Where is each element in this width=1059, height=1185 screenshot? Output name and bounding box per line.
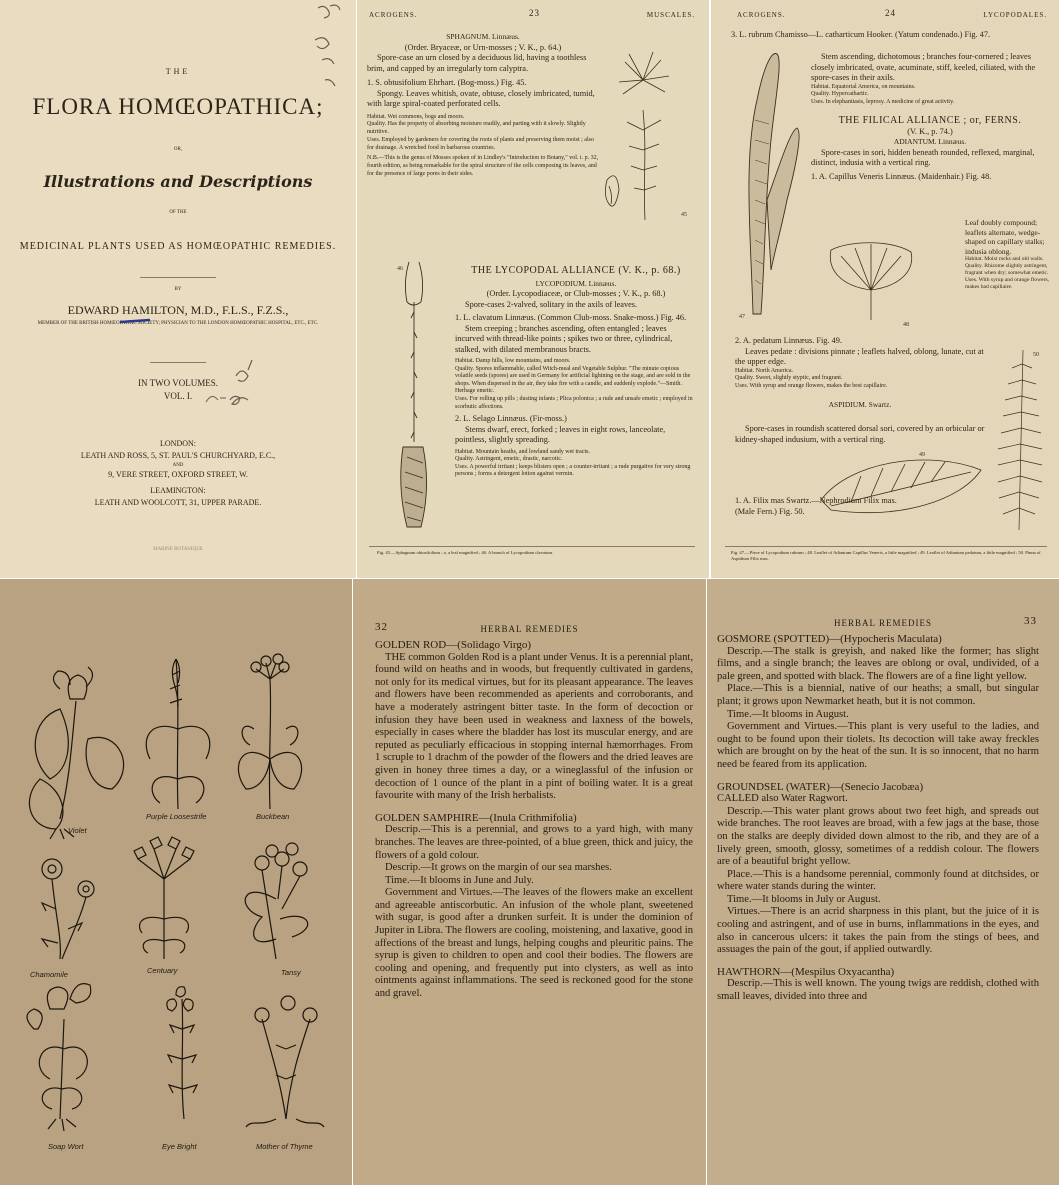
plant-label: Violet	[68, 826, 87, 835]
page-number: 33	[1024, 615, 1037, 627]
footer-rule	[725, 546, 1047, 547]
habitat-note: Habitat. Damp hills, low mountains, and moors.	[455, 358, 571, 364]
entry-time: Time.—It blooms in August.	[727, 708, 849, 720]
uses-note: Uses. For rolling up pills ; dusting infants ; Plica polonica ; a rude and unsafe emetic ; employed in scorbutic affections.	[455, 395, 693, 410]
library-stamp: MARINE BOTANIQUE	[153, 547, 203, 552]
species-heading: 1. A. Filix mas Swartz.—Nephrodium Filix mas. (Male Fern.) Fig. 50.	[735, 496, 897, 516]
entry-alias: CALLED also Water Ragwort.	[717, 793, 848, 805]
plant-drawings	[0, 579, 352, 1185]
quality-note: Quality. Astringent, emetic, drastic, narcotic.	[455, 456, 563, 463]
buckbean-drawing	[238, 654, 301, 809]
figure-caption: Fig. 47.—Piece of Lycopodium rubrum ; 48. Leaflet of Adiantum Capillus Veneris, a little magnified ; 49. Leaflet of Adiantum pedatum, a little magnified ; 50. Pinna of Aspidium Filix mas.	[731, 550, 1041, 561]
soap-wort-drawing	[27, 984, 91, 1131]
uses-note: Uses. With syrup and orange flowers, makes the best capillaire.	[735, 382, 888, 389]
entry-time: Time.—It blooms in July or August.	[727, 893, 881, 905]
species-description: Stem ascending, dichotomous ; branches four-cornered ; leaves closely imbricated, ovate, acuminate, stiff, keeled, ciliated, with the spore-cases in their axils.	[811, 52, 1036, 82]
male-fern-illustration	[989, 340, 1055, 540]
running-head-right: LYCOPODALES.	[983, 11, 1047, 19]
plant-label: Soap Wort	[48, 1142, 84, 1151]
entry-heading: GOLDEN ROD—(Solidago Virgo)	[375, 639, 531, 651]
species-heading: 1. L. clavatum Linnæus. (Common Club-moss. Snake-moss.) Fig. 46.	[455, 313, 687, 322]
spore-description: Spore-cases 2-valved, solitary in the axils of leaves.	[465, 299, 638, 309]
entry-heading: HAWTHORN—(Mespilus Oxyacantha)	[717, 965, 895, 978]
habitat-note: Habitat. Mountain heaths, and lowland sandy wet tracts.	[455, 448, 590, 455]
handwritten-marks	[0, 0, 356, 578]
uses-note: Uses. A powerful irritant ; keeps blisters open ; a counter-irritant ; a rude purgative for very strong persons ; forms a detergent lotion against vermin.	[455, 463, 691, 478]
title-by: BY	[174, 287, 182, 292]
title-of-the: OF THE	[169, 210, 187, 215]
lycopodium-illustration	[387, 252, 449, 542]
maidenhair-description	[965, 218, 1051, 291]
title-or: OR,	[173, 147, 183, 152]
spore-description: Spore-cases in sori, hidden beneath rounded, reflexed, marginal, distinct, indusia with a vertical ring.	[811, 147, 1035, 168]
book-page-24	[711, 0, 1059, 578]
entry-heading: GROUNDSEL (WATER)—(Senecio Jacobæa)	[717, 780, 924, 793]
eye-bright-drawing	[167, 987, 197, 1119]
genus-title: ADIANTUM. Linnæus.	[893, 137, 967, 147]
species-description: Leaf doubly compound; leaflets alternate, wedge-shaped on capillary stalks; indusia oblong.	[965, 218, 1045, 256]
title-the: THE	[165, 67, 191, 76]
species-description: Stems dwarf, erect, forked ; leaves in eight rows, lanceolate, pointless, slightly spreading.	[455, 424, 666, 445]
sphagnum-illustration	[597, 30, 697, 230]
entry-virtues: Government and Virtues.—The leaves of the flowers make an excellent and agreeable antiscorbutic. An infusion of the whole plant, sweetened with sugar, is good after a drunken surfeit. It is under the dominion of Jupiter in Libra. The flowers are cooling, moistening, and laxative, good in affections of the breast and lungs, helping coughs and pleuritic pains. The syrup is given to children to open and cool their bodies. The flowers are cooling and opening, and frequently put into clysters, as well as into ointments against inflammations. The seed is reckoned good for the stone and gravel.	[375, 887, 693, 1000]
book-subject: MEDICINAL PLANTS USED AS HOMŒOPATHIC REMEDIES.	[19, 241, 337, 252]
volumes-text: IN TWO VOLUMES.	[138, 378, 218, 388]
page-number: 24	[885, 8, 896, 18]
fig-number: 50	[1033, 352, 1039, 358]
alliance-heading: THE LYCOPODAL ALLIANCE (V. K., p. 68.)	[471, 265, 681, 276]
leamington-label: LEAMINGTON:	[150, 486, 206, 495]
entry-description: Descrip.—The stalk is greyish, and naked like the former; has slight films, and a single branch; the leaves are oblong or oval, undivided, of a pale green, and spotted with black. The flowers are of a fine light yellow.	[717, 645, 1039, 682]
genus-title: ASPIDIUM. Swartz.	[828, 400, 892, 410]
quality-note: Quality. Sweet, slightly styptic, and fragrant.	[735, 375, 843, 382]
quality-note: Quality. Spores inflammable, called Witch-meal and Vegetable Sulphur. "The minute copious volatile seeds (spores) are used in Germany for artificial lightning on the stage, and are sold in the shops. When dispersed in the air, they take fire with a candle, and suddenly explode."—Smith. Herbage emetic.	[455, 365, 691, 395]
quality-note: Quality. Rhizome slightly astringent, fragrant when dry; somewhat emetic.	[965, 263, 1049, 276]
uses-note: Uses. Employed by gardeners for covering the roots of plants and preserving them moist ; also for drainage. A wretched food in barbarous countries.	[367, 136, 594, 151]
order-line: (Order. Lycopodiaceæ, or Club-mosses ; V. K., p. 68.)	[486, 289, 666, 298]
habitat-note: Habitat. Equatorial America, on mountains.	[811, 83, 916, 90]
running-head-right: MUSCALES.	[646, 11, 695, 19]
species-heading: 3. L. rubrum Chamisso—L. catharticum Hooker. (Yatum condenado.) Fig. 47.	[731, 30, 991, 39]
entry-place: Place.—This is a handsome perennial, commonly found at ditchsides, or where water stands during the winter.	[717, 868, 1039, 893]
running-head-left: ACROGENS.	[369, 11, 418, 19]
species-description: Spongy. Leaves whitish, ovate, obtuse, closely imbricated, tumid, with large spiral-coated perforated cells.	[367, 88, 595, 108]
page-number: 23	[529, 8, 540, 18]
entry-virtues: Virtues.—There is an acrid sharpness in this plant, but the juice of it is cooling and astringent, and of use in burns, inflammations in the eyes, and also in cancerous ulcers: it takes the pain from the stings of bees, and assuages the pain of the gout, if applied outwardly.	[717, 906, 1039, 956]
habitat-note: Habitat. Moist rocks and old walls.	[965, 256, 1044, 262]
plant-label: Centuary	[147, 966, 178, 975]
lycopodium-rubrum-illustration	[731, 40, 811, 320]
centuary-drawing	[134, 837, 194, 959]
running-head: HERBAL REMEDIES	[480, 624, 579, 634]
uses-note: Uses. In elephantiasis, leprosy. A medicine of great activity.	[811, 98, 955, 105]
purple-loosestrife-drawing	[146, 659, 210, 809]
herbal-page-33	[707, 579, 1059, 1185]
title-page	[0, 0, 356, 578]
page-33-body	[717, 633, 1039, 1004]
fig-number: 48	[903, 322, 909, 328]
species-heading: 2. L. Selago Linnæus. (Fir-moss.)	[455, 414, 567, 424]
fig-number: 45	[681, 212, 687, 218]
quality-note: Quality. Hypercathartic.	[811, 91, 869, 98]
page-number: 32	[375, 621, 388, 633]
herbal-page-32	[353, 579, 706, 1185]
sphagnum-section	[367, 32, 599, 179]
violet-drawing	[29, 667, 123, 839]
publisher-line-3: LEATH AND WOOLCOTT, 31, UPPER PARADE.	[94, 498, 262, 507]
entry-virtues: Government and Virtues.—This plant is very useful to the ladies, and ought to be found upon their tiolets. Its decoction will take away freckles which are brought on by the heat of the sun. It is so innocent, that no harm need be feared from its application.	[717, 721, 1039, 770]
fig-number: 46	[397, 266, 403, 272]
entry-description: Descrip.—This is a perennial, and grows to a yard high, with many branches. The leaves are three-pointed, of a blue green, thick and juicy, the flowers of a gold colour.	[375, 824, 693, 861]
author-membership: MEMBER OF THE BRITISH HOMŒOPATHIC SOCIETY; PHYSICIAN TO THE LONDON HOMŒOPATHIC HOSPITAL, ETC., ETC.	[37, 321, 319, 326]
maidenhair-illustration	[821, 230, 921, 330]
footer-rule	[369, 546, 695, 547]
running-head-left: ACROGENS.	[737, 11, 786, 19]
author-name: EDWARD HAMILTON, M.D., F.L.S., F.Z.S.,	[67, 303, 289, 317]
plant-label: Chamomile	[30, 970, 68, 979]
entry-description: Descrip.—This water plant grows about two feet high, and spreads out wide branches. The root leaves are broad, with a few jags at the base, those on the stalks are deeply divided down almost to the rib, and they are of a lively green, smooth, glossy, sometimes of a reddish colour. The flowers are of a beautiful bright yellow.	[717, 805, 1039, 868]
habitat-note: Habitat. North America.	[735, 367, 793, 374]
entry-heading: GOLDEN SAMPHIRE—(Inula Crithmifolia)	[375, 811, 577, 824]
page-32-body	[375, 639, 693, 1001]
genus-title: SPHAGNUM. Linnæus.	[446, 32, 520, 41]
publisher-line-2: 9, VERE STREET, OXFORD STREET, W.	[108, 470, 248, 479]
lycopodal-section	[455, 266, 697, 479]
species-heading: 1. S. obtusifolium Ehrhart. (Bog-moss.) Fig. 45.	[367, 78, 527, 87]
plant-label: Tansy	[281, 968, 301, 977]
book-subtitle: Illustrations and Descriptions	[43, 172, 313, 191]
pedatum-section	[735, 336, 985, 411]
publisher-line-1: LEATH AND ROSS, 5, ST. PAUL'S CHURCHYARD, E.C.,	[80, 451, 276, 460]
entry-place: Place.—This is a biennial, native of our heaths; a small, but singular plant; it grows upon Newmarket heath, but it is not common.	[717, 683, 1039, 707]
pedatum-illustration	[811, 440, 991, 540]
rubrum-description	[811, 52, 1049, 182]
plant-label: Purple Loosestrife	[146, 812, 207, 821]
alliance-heading: THE FILICAL ALLIANCE ; or, FERNS.	[838, 115, 1022, 127]
entry-text: THE common Golden Rod is a plant under Venus. It is a perennial plant, found wild on heaths and in woods, but frequently cultivated in gardens, not only for its medical virtues, but for its pleasant appearance. The leaves and flowers have been recommended as aperients and corroborants, and have a moderately astringent bitter taste. In the form of decoction or infusion they have been used in weakness and laxness of the bowels, especially in cases where the bladder has lost its muscular energy, and are reputed as peculiarly efficacious in stopping internal hæmorrhages. From 1 scruple to 1 drachm of the powder of the flowers and the dried leaves are given in honey three times a day, or a wineglassful of the infusion or decoction of 1 ounce of the plant in a pint of boiling water. It is a great favourite with many of the Irish herbalists.	[375, 651, 693, 802]
mother-of-thyme-drawing	[246, 996, 324, 1127]
tansy-drawing	[245, 843, 307, 959]
spore-description: Spore-cases in roundish scattered dorsal sori, covered by an orbicular or kidney-shaped indusium, with a vertical ring.	[735, 424, 985, 444]
alliance-ref: (V. K., p. 74.)	[907, 126, 953, 136]
uses-note: Uses. With syrup and orange flowers, makes bad capillaire.	[965, 277, 1050, 290]
volume-number: VOL. I.	[163, 391, 193, 401]
species-description: Stem creeping ; branches ascending, often entangled ; leaves incurved with thread-like points ; spikes two or three, cylindrical, stalked, with dilated membranous bracts.	[455, 323, 673, 354]
species-heading: 1. A. Capillus Veneris Linnæus. (Maidenhair.) Fig. 48.	[811, 171, 992, 181]
running-head: HERBAL REMEDIES	[834, 618, 932, 628]
and-text: AND	[172, 463, 184, 468]
illustrations-page	[0, 579, 352, 1185]
plant-label: Eye Bright	[162, 1142, 197, 1151]
genus-title: LYCOPODIUM. Linnæus.	[535, 278, 617, 288]
species-heading: 2. A. pedatum Linnæus. Fig. 49.	[735, 336, 842, 345]
spore-description: Spore-case an urn closed by a deciduous lid, having a toothless brim, and capped by an irregularly torn calyptra.	[367, 53, 587, 73]
figure-caption: Fig. 45.—Sphagnum obtusifolium ; a, a leaf magnified ; 46. A branch of Lycopodium clavatum.	[377, 550, 554, 555]
book-page-23	[357, 0, 709, 578]
habitat-note: Habitat. Wet commons, bogs and moors.	[367, 113, 465, 120]
entry-description: Descrip.—This is well known. The young twigs are reddish, clothed with small leaves, divided into three and	[717, 978, 1039, 1003]
plant-label: Buckbean	[256, 812, 290, 821]
book-title: FLORA HOMŒOPATHICA;	[32, 94, 324, 119]
fig-number: 47	[739, 314, 745, 320]
entry-heading: GOSMORE (SPOTTED)—(Hypocheris Maculata)	[717, 633, 942, 645]
plant-label: Mother of Thyme	[256, 1142, 313, 1151]
quality-note: Quality. Has the property of absorbing moisture readily, and parting with it slowly. Slightly nutritive.	[367, 121, 586, 136]
fig-number: 49	[919, 452, 925, 458]
nb-note: N.B.—This is the genus of Mosses spoken of in Lindley's "Introduction to Botany," vol. i. p. 32, fourth edition, as being remarkable for the spiral structure of the cells composing its leaves, and for the presence of large pores in their sides.	[367, 155, 599, 178]
chamomile-drawing	[42, 859, 94, 959]
species-description: Leaves pedate : divisions pinnate ; leaflets halved, oblong, lunate, cut at the upper edge.	[735, 346, 984, 366]
london-label: LONDON:	[160, 439, 196, 448]
entry-description: Descrip.—It grows on the margin of our sea marshes.	[385, 862, 612, 874]
entry-time: Time.—It blooms in June and July.	[385, 874, 534, 886]
rubrum-section	[731, 30, 1049, 41]
order-line: (Order. Bryaceæ, or Urn-mosses ; V. K., p. 64.)	[404, 42, 562, 52]
